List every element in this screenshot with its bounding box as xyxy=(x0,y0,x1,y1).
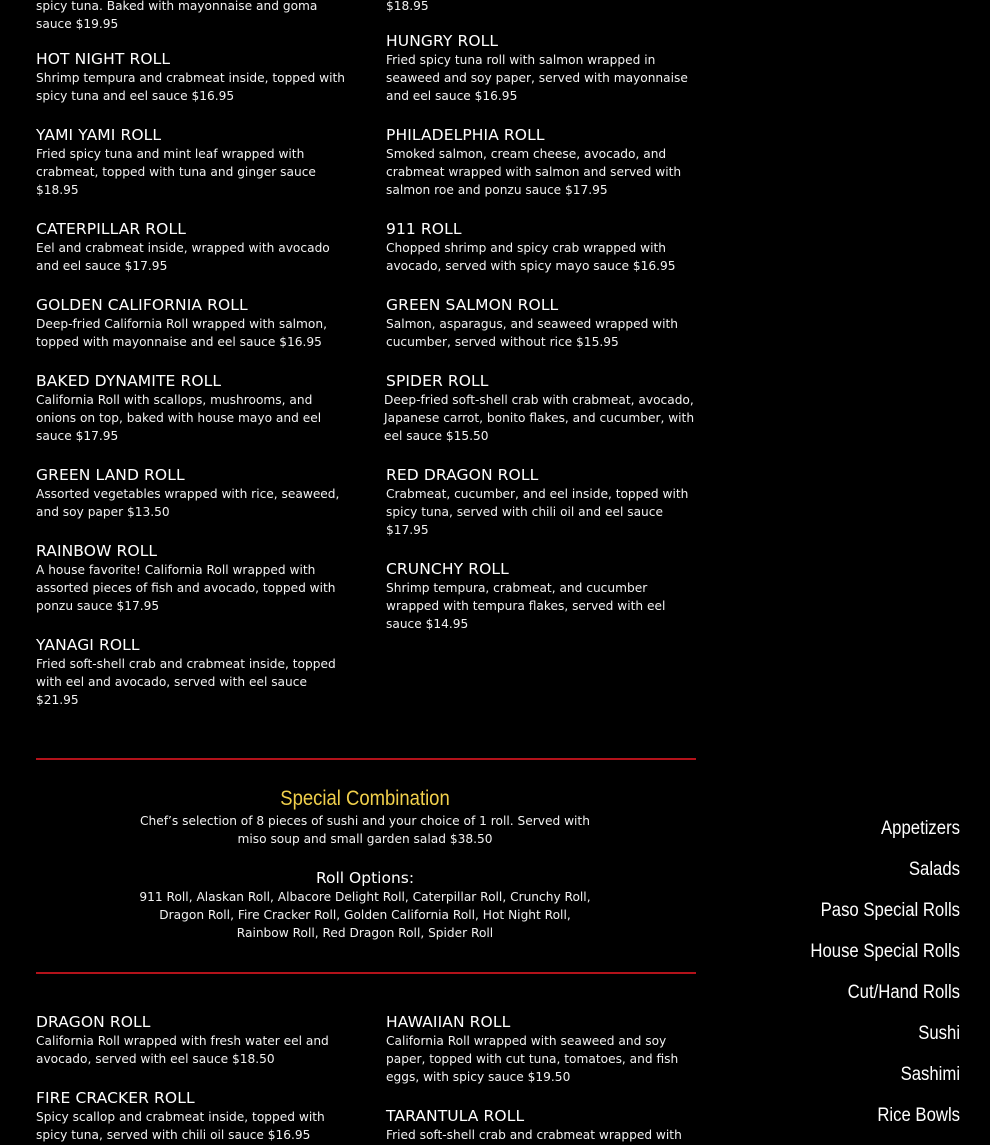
menu-item-name: GOLDEN CALIFORNIA ROLL xyxy=(36,296,248,314)
menu-item-desc: Shrimp tempura and crabmeat inside, topped with spicy tuna and eel sauce $16.95 xyxy=(36,71,346,103)
menu-item-name: RAINBOW ROLL xyxy=(36,542,158,560)
nav-paso-special-rolls[interactable]: Paso Special Rolls xyxy=(820,900,960,921)
menu-item-desc: Deep-fried soft-shell crab with crabmeat, avocado, Japanese carrot, bonito flakes, and cucumber, with eel sauce $15.50 xyxy=(384,393,695,443)
menu-item xyxy=(386,1012,698,1086)
menu-item-name: HAWAIIAN ROLL xyxy=(386,1013,511,1031)
nav-sashimi[interactable]: Sashimi xyxy=(900,1064,960,1085)
menu-item-name: HOT NIGHT ROLL xyxy=(36,50,171,68)
menu-item xyxy=(36,295,348,351)
section-divider xyxy=(36,972,696,974)
menu-item xyxy=(36,465,348,521)
menu-item xyxy=(384,371,700,445)
menu-item xyxy=(36,49,348,105)
menu-item xyxy=(386,31,698,105)
menu-item-desc: Assorted vegetables wrapped with rice, seaweed, and soy paper $13.50 xyxy=(36,487,340,519)
menu-item-desc: Fried soft-shell crab and crabmeat wrapped with xyxy=(386,1128,682,1142)
menu-item-desc: Deep-fried California Roll wrapped with salmon, topped with mayonnaise and eel sauce $16.95 xyxy=(36,317,327,349)
menu-item-desc: Smoked salmon, cream cheese, avocado, and crabmeat wrapped with salmon and served with salmon roe and ponzu sauce $17.95 xyxy=(386,147,682,197)
menu-item-name: DRAGON ROLL xyxy=(36,1013,151,1031)
menu-item-desc: Crabmeat, cucumber, and eel inside, topped with spicy tuna, served with chili oil and eel sauce $17.95 xyxy=(386,487,689,537)
menu-item-name: HUNGRY ROLL xyxy=(386,32,499,50)
menu-item-name: CATERPILLAR ROLL xyxy=(36,220,186,238)
menu-item-name: CRUNCHY ROLL xyxy=(386,560,509,578)
menu-item-desc: California Roll wrapped with seaweed and soy paper, topped with cut tuna, tomatoes, and fish eggs, with spicy sauce $19.50 xyxy=(386,1034,679,1084)
nav-cut-hand-rolls[interactable]: Cut/Hand Rolls xyxy=(847,982,960,1003)
menu-item xyxy=(36,635,352,709)
menu-item-desc: California Roll with scallops, mushrooms, and onions on top, baked with house mayo and eel sauce $17.95 xyxy=(36,393,322,443)
nav-salads[interactable]: Salads xyxy=(908,859,960,880)
category-nav xyxy=(790,817,960,1145)
menu-item xyxy=(36,219,348,275)
menu-item-name: FIRE CRACKER ROLL xyxy=(36,1089,195,1107)
menu-item xyxy=(386,125,698,199)
menu-item-desc: California Roll wrapped with fresh water eel and avocado, served with eel sauce $18.50 xyxy=(36,1034,329,1066)
menu-item xyxy=(36,371,348,445)
menu-item-name: YAMI YAMI ROLL xyxy=(36,126,162,144)
nav-house-special-rolls[interactable]: House Special Rolls xyxy=(810,941,960,962)
menu-item-desc: Eel and crabmeat inside, wrapped with avocado and eel sauce $17.95 xyxy=(36,241,330,273)
menu-item xyxy=(386,1106,698,1144)
roll-options-list: 911 Roll, Alaskan Roll, Albacore Delight Roll, Caterpillar Roll, Crunchy Roll, Dragon Roll, Fire Cracker Roll, Golden California Roll, Hot Night Roll, Rainbow Roll, Red Dragon Roll, Spider Roll xyxy=(139,890,591,940)
nav-appetizers[interactable]: Appetizers xyxy=(880,818,960,839)
menu-item-desc: A house favorite! California Roll wrapped with assorted pieces of fish and avocado, topped with ponzu sauce $17.95 xyxy=(36,563,336,613)
menu-item-desc: $18.95 xyxy=(386,0,429,13)
menu-item-name: GREEN LAND ROLL xyxy=(36,466,185,484)
menu-item-desc: Spicy scallop and crabmeat inside, topped with spicy tuna, served with chili oil sauce $16.95 xyxy=(36,1110,325,1142)
menu-item xyxy=(36,125,348,199)
menu-item-desc: Fried spicy tuna roll with salmon wrapped in seaweed and soy paper, served with mayonnaise and eel sauce $16.95 xyxy=(386,53,688,103)
menu-item-name: BAKED DYNAMITE ROLL xyxy=(36,372,222,390)
menu-item-desc: Chopped shrimp and spicy crab wrapped with avocado, served with spicy mayo sauce $16.95 xyxy=(386,241,676,273)
special-combination-title: Special Combination xyxy=(280,787,450,810)
nav-rice-bowls[interactable]: Rice Bowls xyxy=(877,1105,960,1126)
menu-item-desc: Fried soft-shell crab and crabmeat inside, topped with eel and avocado, served with eel sauce $21.95 xyxy=(36,657,336,707)
menu-item xyxy=(36,1088,348,1144)
menu-item-desc: Fried spicy tuna and mint leaf wrapped with crabmeat, topped with tuna and ginger sauce $18.95 xyxy=(36,147,316,197)
menu-item xyxy=(36,541,348,615)
menu-item xyxy=(386,0,698,15)
menu-item xyxy=(386,219,698,275)
section-divider xyxy=(36,758,696,760)
menu-item xyxy=(36,1012,348,1068)
menu-item-name: YANAGI ROLL xyxy=(36,636,140,654)
menu-item-name: RED DRAGON ROLL xyxy=(386,466,539,484)
menu-item xyxy=(386,559,698,633)
nav-sushi[interactable]: Sushi xyxy=(918,1023,960,1044)
special-combination-desc: Chef’s selection of 8 pieces of sushi and your choice of 1 roll. Served with miso soup and small garden salad $38.50 xyxy=(140,814,590,846)
menu-item-desc: spicy tuna. Baked with mayonnaise and goma sauce $19.95 xyxy=(36,0,318,31)
menu-item xyxy=(36,0,348,33)
menu-item-name: SPIDER ROLL xyxy=(386,372,489,390)
menu-item xyxy=(386,465,698,539)
roll-options-title: Roll Options: xyxy=(315,869,415,887)
special-combination xyxy=(130,786,600,942)
menu-item-name: TARANTULA ROLL xyxy=(386,1107,525,1125)
menu-item-desc: Salmon, asparagus, and seaweed wrapped with cucumber, served without rice $15.95 xyxy=(386,317,679,349)
menu-item-name: 911 ROLL xyxy=(386,220,462,238)
menu-item xyxy=(386,295,698,351)
menu-item-name: PHILADELPHIA ROLL xyxy=(386,126,545,144)
menu-item-name: GREEN SALMON ROLL xyxy=(386,296,559,314)
menu-item-desc: Shrimp tempura, crabmeat, and cucumber wrapped with tempura flakes, served with eel sauce $14.95 xyxy=(386,581,666,631)
